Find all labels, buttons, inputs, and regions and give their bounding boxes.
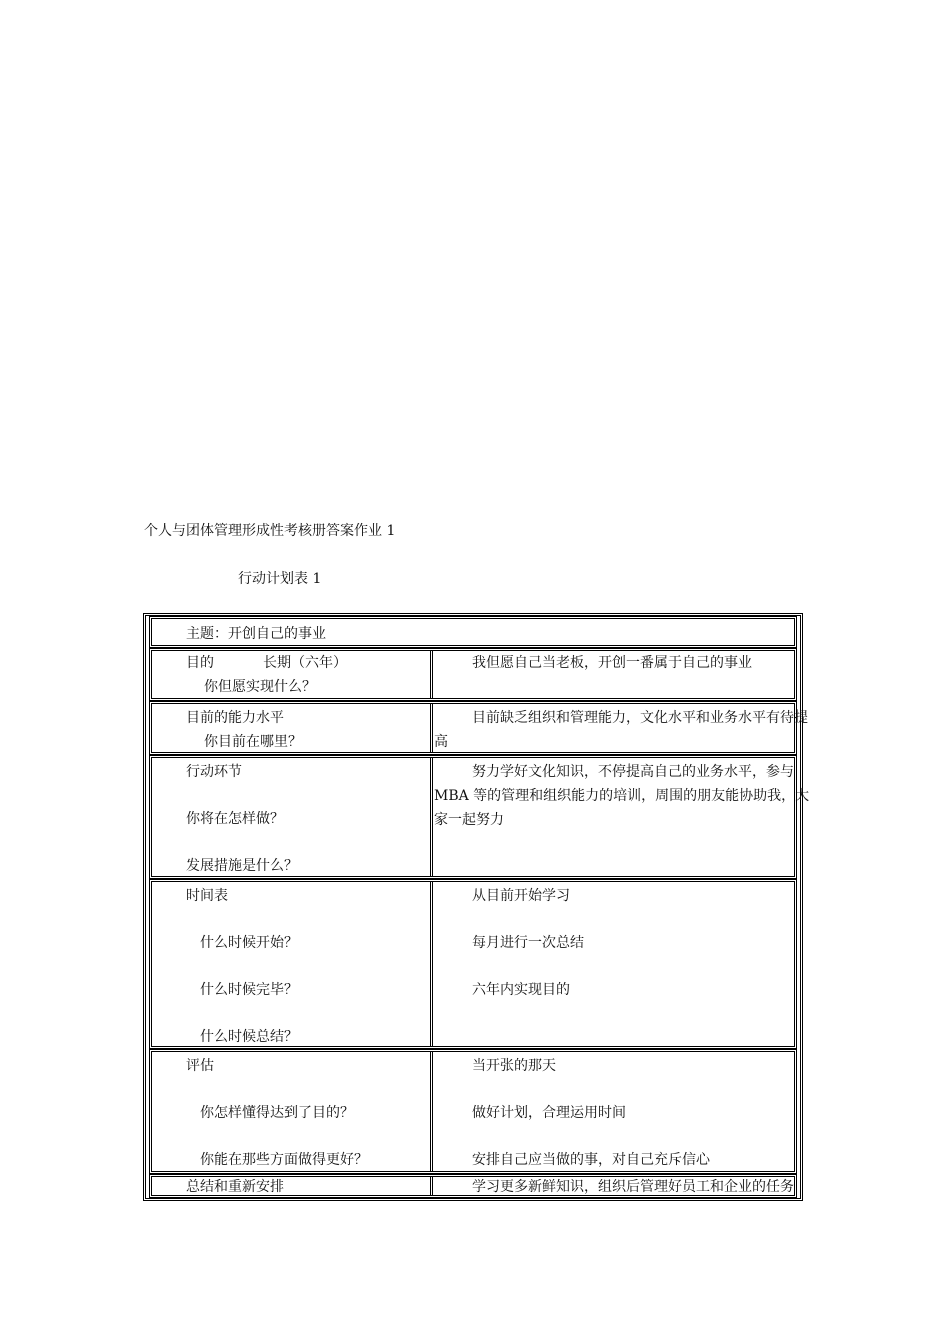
action-answer-line2: MBA 等的管理和组织能力的培训，周围的朋友能协助我，大 (434, 788, 810, 804)
goal-label: 目的 (186, 655, 214, 671)
column-divider (430, 882, 433, 1046)
schedule-answer-2: 每月进行一次总结 (472, 935, 584, 951)
column-divider (430, 758, 433, 876)
schedule-question-1: 什么时候开始？ (200, 935, 298, 951)
summary-answer: 学习更多新鲜知识，组织后管理好员工和企业的任务 (472, 1179, 794, 1195)
action-question-2: 发展措施是什么？ (186, 858, 298, 874)
schedule-answer-3: 六年内实现目的 (472, 982, 570, 998)
schedule-label: 时间表 (186, 888, 228, 904)
document-title: 个人与团体管理形成性考核册答案作业 1 (144, 523, 396, 539)
goal-answer: 我但愿自己当老板，开创一番属于自己的事业 (472, 655, 752, 671)
goal-row (149, 648, 797, 701)
goal-question: 你但愿实现什么？ (204, 679, 316, 695)
evaluation-answer-2: 做好计划，合理运用时间 (472, 1105, 626, 1121)
summary-row (149, 1174, 797, 1198)
ability-answer-line1: 目前缺乏组织和管理能力，文化水平和业务水平有待提 (472, 710, 808, 726)
schedule-question-2: 什么时候完毕？ (200, 982, 298, 998)
evaluation-row (149, 1049, 797, 1174)
column-divider (430, 651, 433, 698)
column-divider (430, 1052, 433, 1171)
ability-label: 目前的能力水平 (186, 710, 284, 726)
column-divider (430, 704, 433, 752)
goal-term: 长期（六年） (263, 655, 347, 671)
action-answer-line1: 努力学好文化知识，不停提高自己的业务水平，参与 (472, 764, 794, 780)
ability-answer-line2: 高 (434, 734, 448, 750)
schedule-question-3: 什么时候总结？ (200, 1029, 298, 1045)
column-divider (430, 1177, 433, 1195)
table-title: 行动计划表 1 (238, 571, 322, 587)
ability-question: 你目前在哪里？ (204, 734, 302, 750)
theme-row (149, 616, 797, 648)
evaluation-label: 评估 (186, 1058, 214, 1074)
schedule-row (149, 879, 797, 1049)
action-row (149, 755, 810, 879)
evaluation-question-2: 你能在那些方面做得更好？ (200, 1152, 368, 1168)
summary-label: 总结和重新安排 (186, 1179, 284, 1195)
action-plan-table (143, 613, 810, 1201)
schedule-answer-1: 从目前开始学习 (472, 888, 570, 904)
action-question-1: 你将在怎样做？ (186, 811, 284, 827)
evaluation-answer-1: 当开张的那天 (472, 1058, 556, 1074)
ability-row (149, 701, 808, 755)
action-label: 行动环节 (186, 764, 242, 780)
evaluation-answer-3: 安排自己应当做的事，对自己充斥信心 (472, 1152, 710, 1168)
action-answer-line3: 家一起努力 (434, 812, 504, 828)
theme-text: 主题：开创自己的事业 (186, 626, 326, 642)
evaluation-question-1: 你怎样懂得达到了目的？ (200, 1105, 354, 1121)
